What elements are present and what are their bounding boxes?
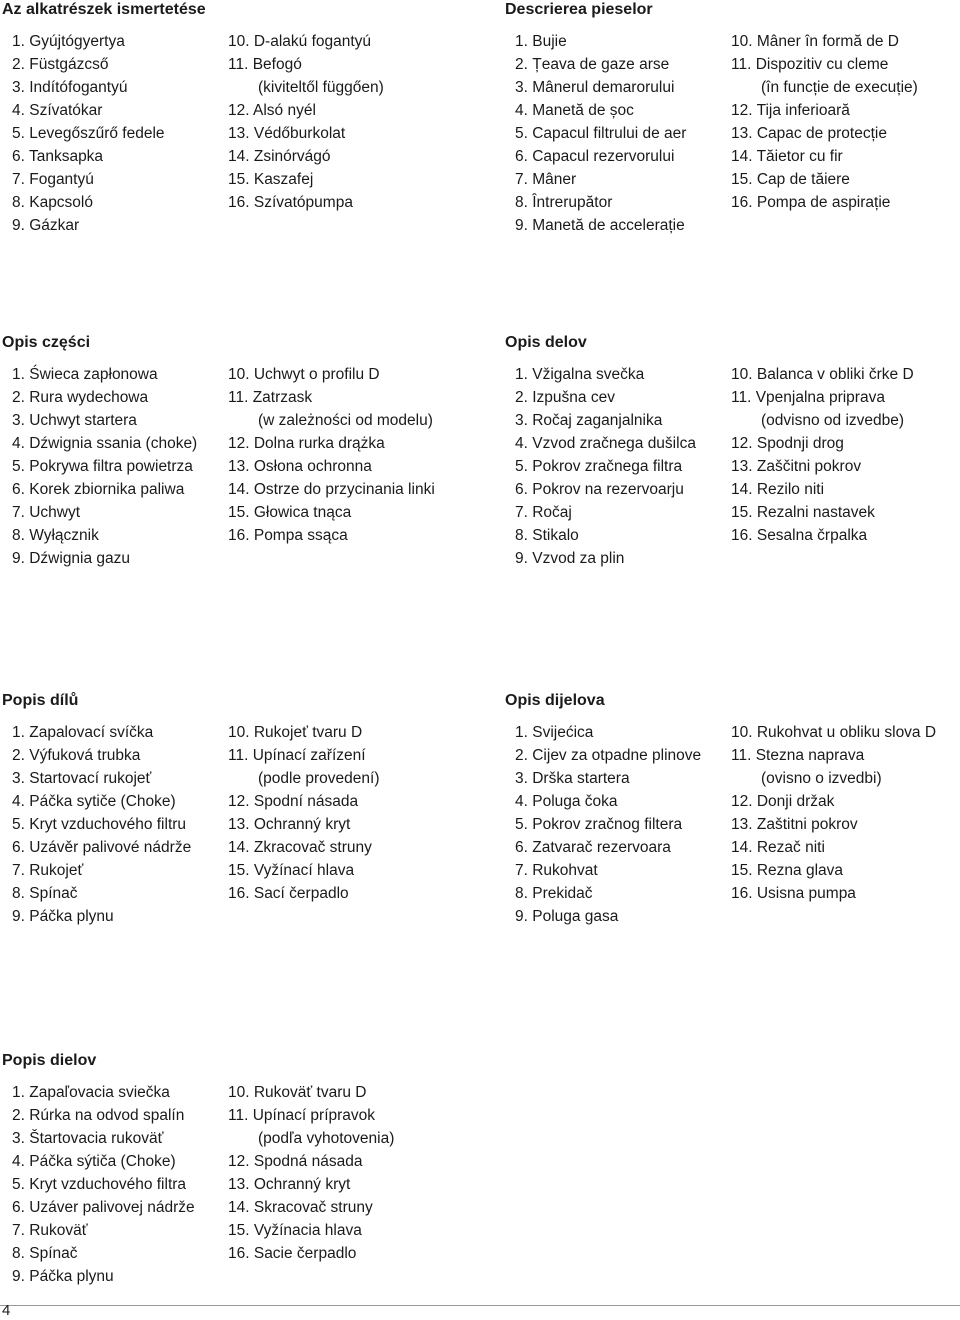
part-item: 3. Uchwyt startera <box>12 412 137 429</box>
part-item: 4. Dźwignia ssania (choke) <box>12 435 198 452</box>
part-item: 11. Stezna naprava <box>731 747 865 764</box>
parts-column-1 <box>12 721 191 928</box>
parts-column-2 <box>228 30 384 214</box>
part-item-note: (w zależności od modelu) <box>258 412 433 429</box>
part-item: 6. Uzávěr palivové nádrže <box>12 839 192 856</box>
part-item: 16. Sesalna črpalka <box>731 527 868 544</box>
part-item: 16. Usisna pumpa <box>731 885 856 902</box>
part-item: 5. Levegőszűrő fedele <box>12 125 165 142</box>
part-item: 1. Zapaľovacia sviečka <box>12 1084 170 1101</box>
part-item: 6. Tanksapka <box>12 148 104 165</box>
part-item-note: (podle provedení) <box>258 770 380 787</box>
parts-column-1 <box>12 363 197 570</box>
part-item: 7. Ročaj <box>515 504 572 521</box>
part-item: 8. Spínač <box>12 1245 78 1262</box>
part-item: 15. Głowica tnąca <box>228 504 352 521</box>
part-item: 15. Rezna glava <box>731 862 844 879</box>
part-item: 12. Alsó nyél <box>228 102 316 119</box>
part-item: 9. Dźwignia gazu <box>12 550 131 567</box>
part-item: 12. Dolna rurka drążka <box>228 435 385 452</box>
part-item: 3. Indítófogantyú <box>12 79 128 96</box>
part-item-note: (odvisno od izvedbe) <box>761 412 905 429</box>
part-item: 9. Gázkar <box>12 217 80 234</box>
footer-rule <box>0 1305 960 1306</box>
part-item: 11. Vpenjalna priprava <box>731 389 885 406</box>
part-item: 7. Rukojeť <box>12 862 84 879</box>
part-item: 14. Rezilo niti <box>731 481 825 498</box>
part-item: 10. Rukohvat u obliku slova D <box>731 724 937 741</box>
part-item: 13. Osłona ochronna <box>228 458 372 475</box>
part-item: 1. Svijećica <box>515 724 594 741</box>
section-title: Az alkatrészek ismertetése <box>2 1 206 18</box>
part-item: 16. Pompa de aspirație <box>731 194 891 211</box>
part-item-note: (în funcție de execuție) <box>761 79 918 96</box>
part-item: 11. Upínací zařízení <box>228 747 366 764</box>
parts-column-1 <box>515 363 696 570</box>
section-title: Popis dílů <box>2 692 79 709</box>
part-item: 6. Capacul rezervorului <box>515 148 675 165</box>
part-item: 10. D-alakú fogantyú <box>228 33 372 50</box>
part-item: 1. Zapalovací svíčka <box>12 724 154 741</box>
part-item: 4. Poluga čoka <box>515 793 618 810</box>
part-item: 16. Sací čerpadlo <box>228 885 349 902</box>
part-item: 3. Drška startera <box>515 770 630 787</box>
part-item: 1. Bujie <box>515 33 567 50</box>
part-item: 11. Upínací prípravok <box>228 1107 376 1124</box>
section-slovak <box>0 1051 470 1301</box>
part-item: 2. Țeava de gaze arse <box>515 56 670 73</box>
section-romanian <box>503 0 960 250</box>
part-item: 9. Páčka plynu <box>12 908 114 925</box>
part-item: 11. Dispozitiv cu cleme <box>731 56 889 73</box>
parts-column-2 <box>731 30 918 214</box>
section-title: Opis części <box>2 334 91 351</box>
part-item: 11. Befogó <box>228 56 302 73</box>
part-item: 15. Vyžínací hlava <box>228 862 355 879</box>
part-item: 10. Uchwyt o profilu D <box>228 366 380 383</box>
section-title: Descrierea pieselor <box>505 1 653 18</box>
part-item: 15. Kaszafej <box>228 171 314 188</box>
part-item: 8. Kapcsoló <box>12 194 93 211</box>
section-czech <box>0 691 470 941</box>
part-item: 13. Capac de protecție <box>731 125 887 142</box>
part-item: 10. Rukojeť tvaru D <box>228 724 363 741</box>
part-item: 5. Pokrov zračnog filtera <box>515 816 683 833</box>
part-item: 3. Ročaj zaganjalnika <box>515 412 663 429</box>
part-item: 13. Ochranný kryt <box>228 816 351 833</box>
part-item: 15. Vyžínacia hlava <box>228 1222 362 1239</box>
part-item: 16. Pompa ssąca <box>228 527 348 544</box>
part-item: 9. Poluga gasa <box>515 908 619 925</box>
part-item: 6. Uzáver palivovej nádrže <box>12 1199 195 1216</box>
part-item: 9. Páčka plynu <box>12 1268 114 1285</box>
parts-column-1 <box>515 30 686 237</box>
part-item: 2. Izpušna cev <box>515 389 615 406</box>
part-item: 12. Spodná násada <box>228 1153 363 1170</box>
part-item: 8. Stikalo <box>515 527 579 544</box>
part-item-note: (kiviteltől függően) <box>258 79 384 96</box>
part-item: 1. Vžigalna svečka <box>515 366 645 383</box>
part-item: 4. Páčka sýtiča (Choke) <box>12 1153 176 1170</box>
part-item: 8. Prekidač <box>515 885 593 902</box>
part-item: 3. Startovací rukojeť <box>12 770 152 787</box>
section-polish <box>0 333 470 583</box>
part-item: 1. Gyújtógyertya <box>12 33 125 50</box>
part-item: 6. Pokrov na rezervoarju <box>515 481 684 498</box>
parts-column-1 <box>12 1081 195 1288</box>
part-item: 6. Zatvarač rezervoara <box>515 839 671 856</box>
part-item: 8. Întrerupător <box>515 194 613 211</box>
section-title: Popis dielov <box>2 1052 97 1069</box>
part-item: 15. Cap de tăiere <box>731 171 850 188</box>
part-item: 11. Zatrzask <box>228 389 313 406</box>
part-item: 7. Mâner <box>515 171 577 188</box>
part-item: 5. Kryt vzduchového filtru <box>12 816 187 833</box>
part-item: 4. Vzvod zračnega dušilca <box>515 435 696 452</box>
part-item: 2. Rura wydechowa <box>12 389 149 406</box>
part-item: 16. Szívatópumpa <box>228 194 353 211</box>
part-item: 10. Rukoväť tvaru D <box>228 1084 367 1101</box>
part-item: 14. Rezač niti <box>731 839 825 856</box>
section-croatian <box>503 691 960 941</box>
part-item: 2. Cijev za otpadne plinove <box>515 747 702 764</box>
part-item: 13. Zaščitni pokrov <box>731 458 862 475</box>
parts-column-2 <box>731 721 936 905</box>
part-item: 5. Capacul filtrului de aer <box>515 125 687 142</box>
part-item: 14. Ostrze do przycinania linki <box>228 481 435 498</box>
parts-column-2 <box>228 363 435 547</box>
part-item: 14. Zkracovač struny <box>228 839 372 856</box>
part-item: 7. Rukohvat <box>515 862 598 879</box>
part-item: 15. Rezalni nastavek <box>731 504 875 521</box>
part-item: 10. Balanca v obliki črke D <box>731 366 914 383</box>
part-item: 13. Zaštitni pokrov <box>731 816 858 833</box>
part-item: 2. Rúrka na odvod spalín <box>12 1107 185 1124</box>
parts-column-2 <box>731 363 914 547</box>
part-item: 13. Védőburkolat <box>228 125 346 142</box>
part-item: 8. Wyłącznik <box>12 527 99 544</box>
section-hungarian <box>0 0 470 250</box>
part-item: 4. Páčka sytiče (Choke) <box>12 793 176 810</box>
part-item: 14. Tăietor cu fir <box>731 148 843 165</box>
part-item: 4. Szívatókar <box>12 102 103 119</box>
part-item-note: (podľa vyhotovenia) <box>258 1130 395 1147</box>
part-item: 12. Spodnji drog <box>731 435 844 452</box>
parts-column-2 <box>228 721 380 905</box>
part-item: 16. Sacie čerpadlo <box>228 1245 357 1262</box>
part-item: 3. Štartovacia rukoväť <box>12 1130 164 1147</box>
part-item: 2. Füstgázcső <box>12 56 109 73</box>
part-item: 9. Vzvod za plin <box>515 550 625 567</box>
part-item: 1. Świeca zapłonowa <box>12 366 158 383</box>
parts-column-1 <box>12 30 165 237</box>
page-number: 4 <box>2 1302 11 1319</box>
part-item: 13. Ochranný kryt <box>228 1176 351 1193</box>
part-item: 5. Pokrywa filtra powietrza <box>12 458 193 475</box>
part-item: 7. Uchwyt <box>12 504 81 521</box>
section-title: Opis dijelova <box>505 692 605 709</box>
part-item: 14. Skracovač struny <box>228 1199 373 1216</box>
part-item: 7. Fogantyú <box>12 171 94 188</box>
part-item: 12. Spodní násada <box>228 793 359 810</box>
section-slovenian <box>503 333 960 583</box>
part-item-note: (ovisno o izvedbi) <box>761 770 882 787</box>
part-item: 8. Spínač <box>12 885 78 902</box>
part-item: 5. Pokrov zračnega filtra <box>515 458 683 475</box>
part-item: 5. Kryt vzduchového filtra <box>12 1176 187 1193</box>
part-item: 6. Korek zbiornika paliwa <box>12 481 185 498</box>
part-item: 3. Mânerul demarorului <box>515 79 675 96</box>
part-item: 7. Rukoväť <box>12 1222 88 1239</box>
section-title: Opis delov <box>505 334 587 351</box>
part-item: 12. Tija inferioară <box>731 102 850 119</box>
part-item: 4. Manetă de șoc <box>515 102 634 119</box>
part-item: 9. Manetă de accelerație <box>515 217 685 234</box>
parts-column-1 <box>515 721 701 928</box>
part-item: 10. Mâner în formă de D <box>731 33 899 50</box>
part-item: 12. Donji držak <box>731 793 835 810</box>
part-item: 14. Zsinórvágó <box>228 148 331 165</box>
part-item: 2. Výfuková trubka <box>12 747 141 764</box>
parts-column-2 <box>228 1081 394 1265</box>
